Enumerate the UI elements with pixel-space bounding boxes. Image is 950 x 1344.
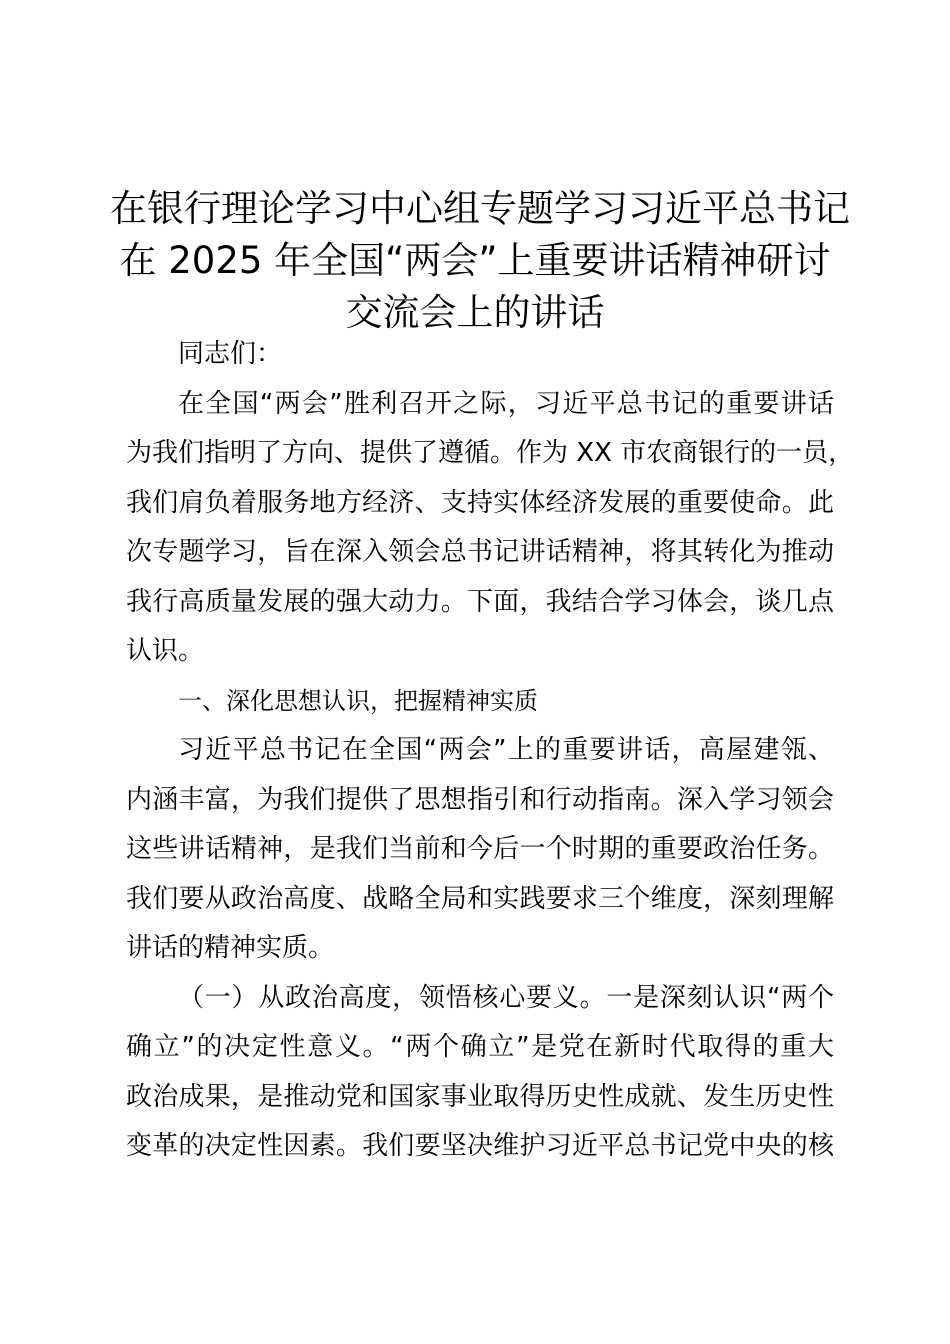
paragraph-line: 我们肩负着服务地方经济、支持实体经济发展的重要使命。此 (126, 487, 834, 518)
paragraph-line: 确立”的决定性意义。“两个确立”是党在新时代取得的重大 (126, 1032, 834, 1062)
paragraph-line: 我行高质量发展的强大动力。下面，我结合学习体会，谈几点 (126, 586, 834, 617)
paragraph-line: 习近平总书记在全国“两会”上的重要讲话，高屋建瓴、 (178, 735, 834, 765)
paragraph-subsection-1 (126, 974, 834, 1172)
section-heading-text: 一、深化思想认识，把握精神实质 (178, 686, 538, 715)
paragraph-line: 我们要从政治高度、战略全局和实践要求三个维度，深刻理解 (126, 883, 834, 914)
paragraph-line: 内涵丰富，为我们提供了思想指引和行动指南。深入学习领会 (126, 784, 834, 815)
paragraph-line: 认识。 (126, 636, 205, 666)
salutation-text: 同志们： (178, 339, 283, 369)
title-line-1: 在银行理论学习中心组专题学习习近平总书记 (110, 187, 850, 230)
title-line-2: 在 2025 年全国“两会”上重要讲话精神研讨 (119, 239, 831, 282)
paragraph-line: 政治成果，是推动党和国家事业取得历史性成就、发生历史性 (126, 1081, 834, 1112)
title-line-3: 交流会上的讲话 (345, 291, 605, 334)
section-heading-1 (126, 677, 834, 727)
paragraph-line: （一）从政治高度，领悟核心要义。一是深刻认识“两个 (178, 982, 834, 1013)
document-title (110, 183, 850, 339)
document-body (126, 330, 855, 1172)
paragraph-section-1 (126, 726, 834, 974)
paragraph-line: 为我们指明了方向、提供了遵循。作为 XX 市农商银行的一员， (126, 438, 855, 468)
paragraph-line: 在全国“两会”胜利召开之际，习近平总书记的重要讲话 (178, 388, 834, 419)
paragraph-line: 这些讲话精神，是我们当前和今后一个时期的重要政治任务。 (126, 834, 834, 864)
paragraph-line: 次专题学习，旨在深入领会总书记讲话精神，将其转化为推动 (126, 537, 834, 567)
salutation (126, 330, 834, 380)
paragraph-line: 讲话的精神实质。 (126, 933, 335, 963)
paragraph-line: 变革的决定性因素。我们要坚决维护习近平总书记党中央的核 (126, 1131, 834, 1161)
paragraph-intro (126, 380, 855, 677)
